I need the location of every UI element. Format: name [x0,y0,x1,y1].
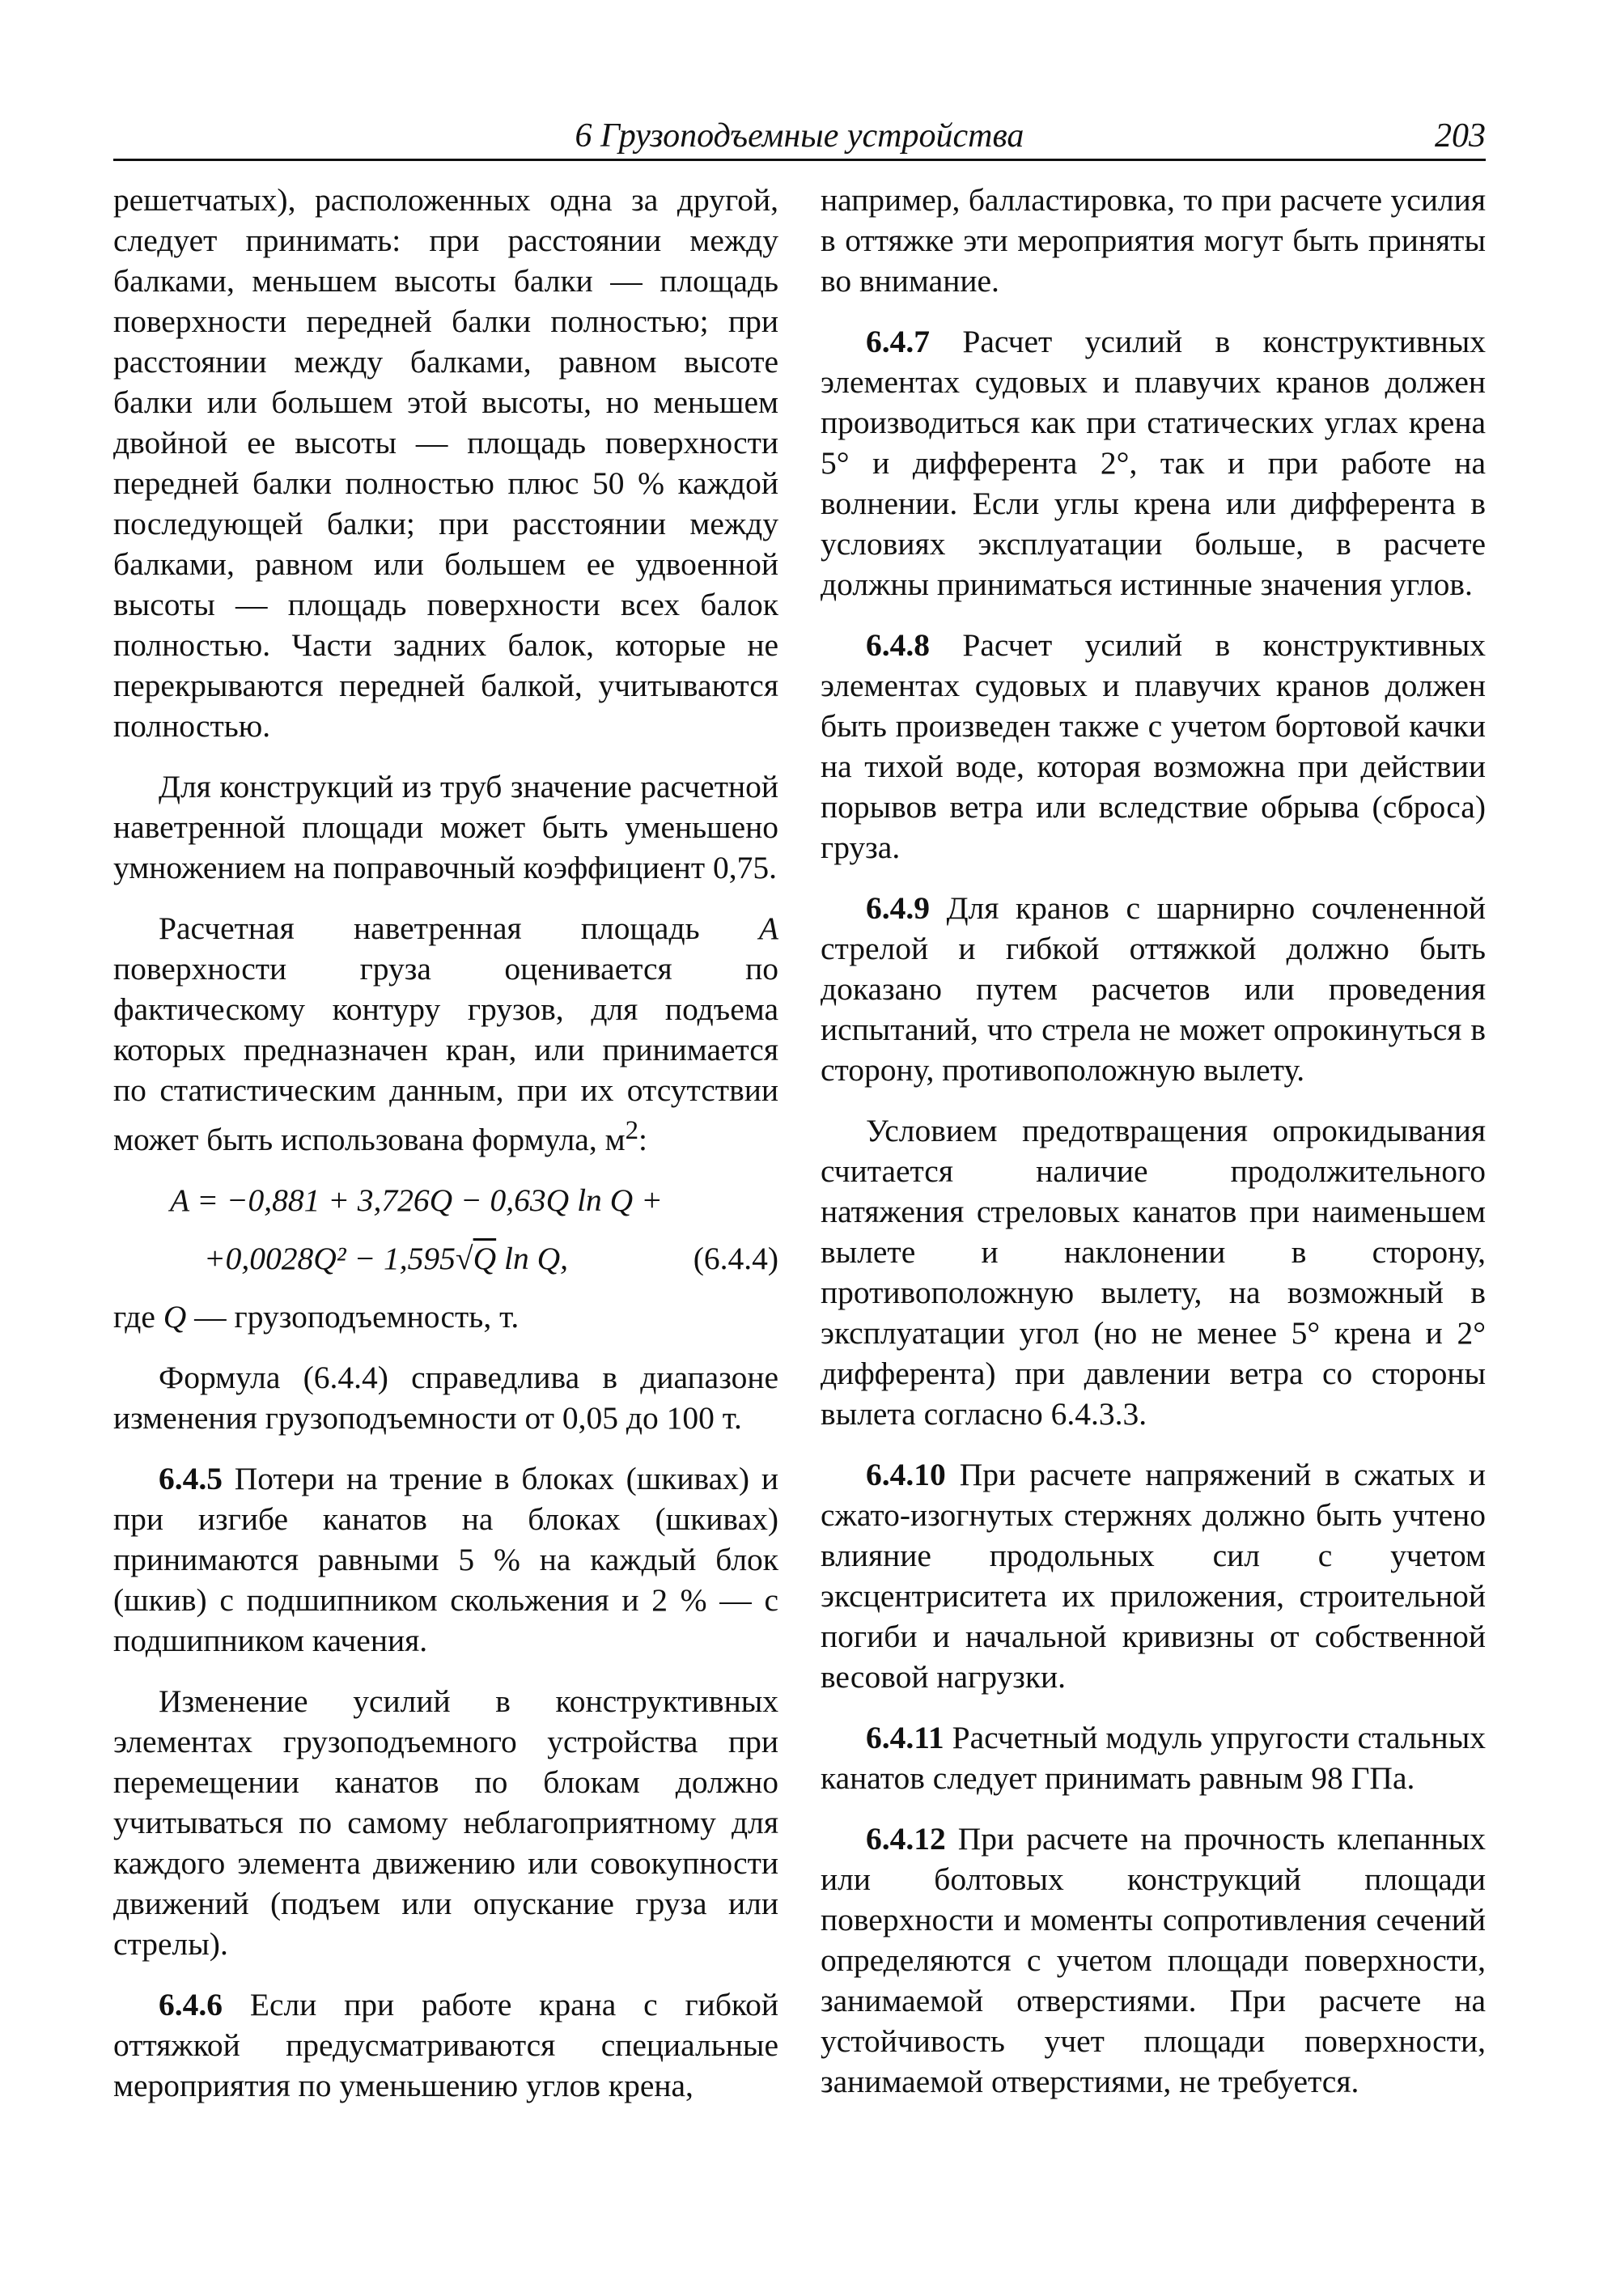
right-column [821,180,1486,2122]
paragraph: Расчетная наветренная площадь A поверхности груза оценивается по фактическому контуру грузов, для подъема которых предназначен кран, или принимается по статистическим данным, при их отсутствии может быть использована формула, $м^2$: [113,910,778,1158]
section-6-4-10: 6.4.10 При расчете напряжений в сжатых и сжато-изогнутых стержнях должно быть учтено влияние продольных сил с учетом эксцентриситета их приложения, строительной погиби и начальной кривизны от собственной весовой нагрузки. [821,1457,1487,1695]
paragraph: Для конструкций из труб значение расчетной наветренной площади может быть уменьшено умножением на поправочный коэффициент 0,75. [113,769,778,885]
formula-line-1: A = −0,881 + 3,726Q − 0,63Q ln Q + [170,1182,663,1219]
section-6-4-9: 6.4.9 Для кранов с шарнирно сочлененной стрелой и гибкой оттяжкой должно быть доказано путем расчетов или проведения испытаний, что стрела не может опрокинуться в сторону, противоположную вылету. [821,890,1486,1088]
paragraph: Формула (6.4.4) справедлива в диапазоне изменения грузоподъемности от 0,05 до 100 т. [113,1360,778,1437]
formula-legend: где Q — грузоподъемность, т. [113,1299,520,1335]
running-header [113,113,1486,161]
section-6-4-5: 6.4.5 Потери на трение в блоках (шкивах) и при изгибе канатов на блоках (шкивах) принимаются равными 5 % на каждый блок (шкив) с подшипником скольжения и 2 % — с подшипником качения. [113,1461,778,1659]
paragraph: Изменение усилий в конструктивных элементах грузоподъемного устройства при перемещении канатов по блокам должно учитываться по самому неблагоприятному для каждого элемента движению или совокупности движений (подъем или опускание груза или стрелы). [113,1683,778,1963]
left-column [113,180,778,2126]
section-6-4-11: 6.4.11 Расчетный модуль упругости стальных канатов следует принимать равным 98 ГПа. [821,1720,1486,1796]
page-number: 203 [1435,117,1486,155]
section-6-4-12: 6.4.12 При расчете на прочность клепанных или болтовых конструкций площади поверхности и моменты сопротивления сечений определяются с учетом площади поверхности, занимаемой отверстиями. При расчете на устойчивость учет площади поверхности, занимаемой отверстиями, не требуется. [821,1821,1487,2099]
section-6-4-6: 6.4.6 Если при работе крана с гибкой оттяжкой предусматриваются специальные мероприятия по уменьшению углов крена, [113,1987,778,2104]
section-6-4-8: 6.4.8 Расчет усилий в конструктивных элементах судовых и плавучих кранов должен быть произведен также с учетом бортовой качки на тихой воде, которая возможна при действии порывов ветра или вследствие обрыва (сброса) груза. [821,627,1486,865]
formula-line-2: +0,0028Q² − 1,595√Q ln Q, (6.4.4) [113,1238,778,1279]
header-title: 6 Грузоподъемные устройства [575,117,1024,155]
formula-number: (6.4.4) [693,1241,778,1277]
paragraph: решетчатых), расположенных одна за другой, следует принимать: при расстоянии между балками, меньшем высоты балки — площадь поверхности передней балки полностью; при расстоянии между балками, равном высоте балки или большем этой высоты, но меньшем двойной ее высоты — площадь поверхности передней балки полностью плюс 50 % каждой последующей балки; при расстоянии между балками, равном или большем ее удвоенной высоты — площадь поверхности всех балок полностью. Части задних балок, которые не перекрываются передней балкой, учитываются полностью. [113,182,778,744]
paragraph: Условием предотвращения опрокидывания считается наличие продолжительного натяжения стреловых канатов при наименьшем вылете и наклонении в сторону, противоположную вылету, на возможный в эксплуатации угол (но не менее 5° крена и 2° дифферента) при давлении ветра со стороны вылета согласно 6.4.3.3. [821,1113,1486,1432]
section-6-4-7: 6.4.7 Расчет усилий в конструктивных элементах судовых и плавучих кранов должен производиться как при статических углах крена 5° и дифферента 2°, так и при работе на волнении. Если углы крена или дифферента в условиях эксплуатации больше, в расчете должны приниматься истинные значения углов. [821,324,1486,602]
paragraph: например, балластировка, то при расчете усилия в оттяжке эти мероприятия могут быть приняты во внимание. [821,182,1486,299]
